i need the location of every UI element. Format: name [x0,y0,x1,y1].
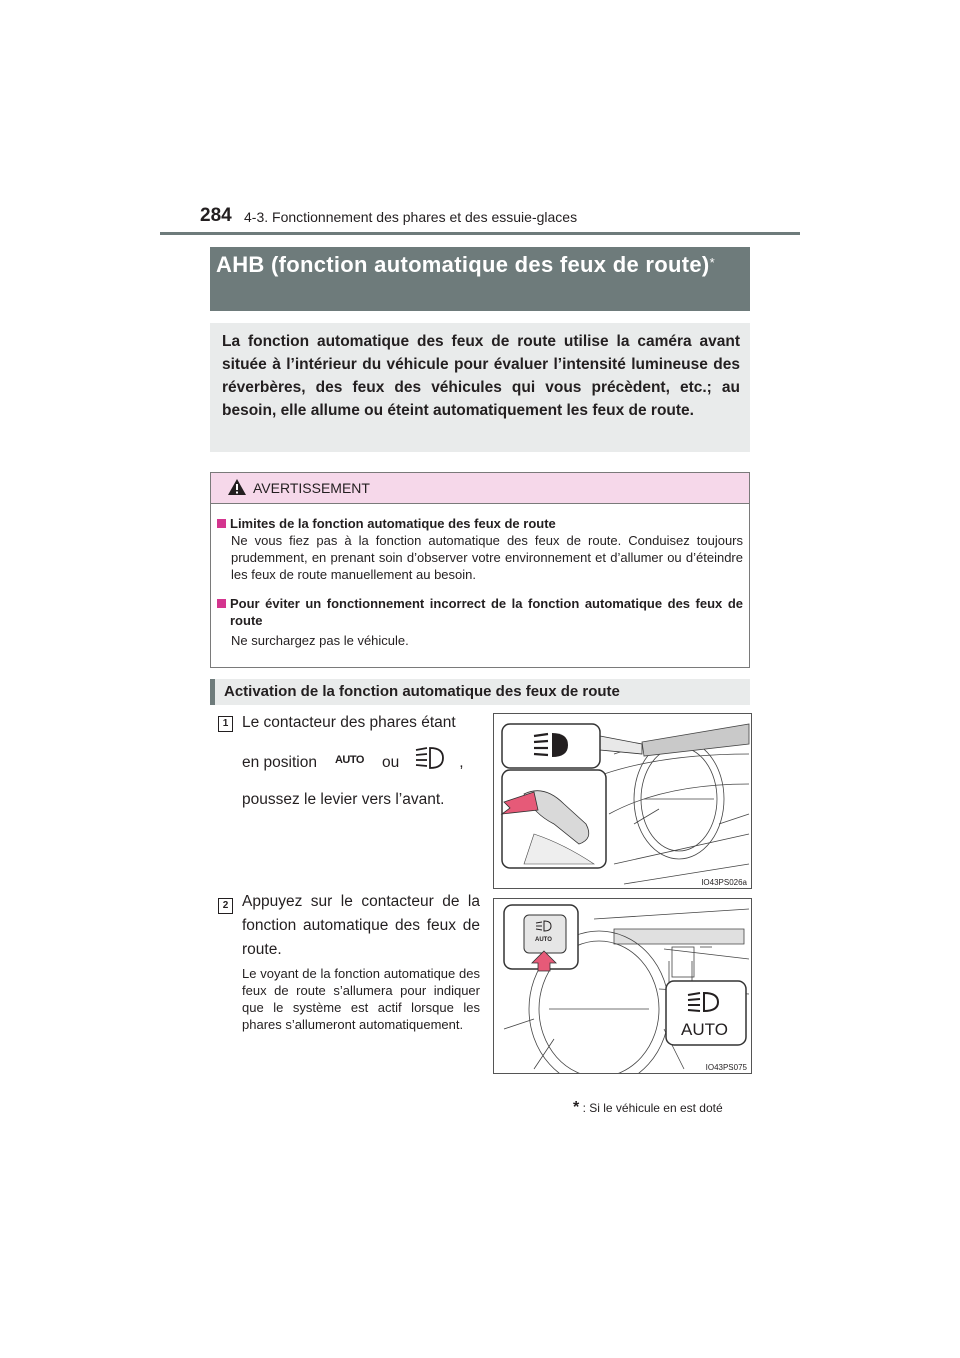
step-2-badge: 2 [218,898,233,914]
step-1-text [242,710,480,813]
warning-triangle-icon [227,478,247,501]
figure-code: IO43PS026a [701,878,747,887]
warning-item-heading: Limites de la fonction automatique des feux de route [230,516,556,531]
warning-item-heading: Pour éviter un fonctionnement incorrect de la fonction automatique des feux de route [230,596,743,628]
section-title: 4-3. Fonctionnement des phares et des essuie-glaces [244,209,578,225]
lever-illustration [494,714,751,888]
figure-lever [493,713,752,889]
bullet-square-icon [217,519,226,528]
warning-item-2 [217,595,743,649]
step-1-line-3: poussez le levier vers l’avant. [242,791,445,808]
intro-panel: La fonction automatique des feux de route utilise la caméra avant située à l’intérieur du véhicule pour évaluer l’intensité lumineuse des réverbères, des feux des véhicules qui vous précèdent, etc.; au besoin, elle allume ou éteint automatiquement les feux de route. [210,323,750,452]
auto-symbol: AUTO [334,753,364,766]
footnote [573,1099,723,1117]
high-beam-icon [415,746,445,779]
figure-switch [493,898,752,1074]
header-rule [160,232,800,235]
step-1-or: ou [381,753,400,771]
switch-auto-label: AUTO [535,937,552,943]
page-number: 284 [200,205,232,226]
warning-item-body: Ne vous fiez pas à la fonction automatique des feux de route. Conduisez toujours prudemment, en prenant soin d’observer votre environnement et d’allumer ou d’éteindre les feux de route manuellement au besoin. [231,533,743,582]
step-2-note: Le voyant de la fonction automatique des feux de route s’allumera pour indiquer que le système est actif lorsque les phares s’allumeront automatiquement. [242,966,480,1032]
footnote-text: : Si le véhicule en est doté [582,1101,723,1115]
title-asterisk: * [709,255,715,270]
figure-code: IO43PS075 [705,1063,747,1072]
indicator-auto-label: AUTO [681,1020,728,1039]
bullet-square-icon [217,599,226,608]
step-1-line-1: Le contacteur des phares étant [242,714,456,731]
switch-illustration [494,899,751,1073]
step-1-prefix: en position [242,753,317,771]
warning-header [211,473,749,504]
step-1-line-2 [242,746,480,779]
step-1-comma: , [459,753,464,771]
page-title [210,247,750,311]
page-title-text: AHB (fonction automatique des feux de route) [216,252,710,277]
warning-item-body: Ne surchargez pas le véhicule. [231,633,409,648]
warning-box [210,472,750,668]
step-2-text: Appuyez sur le contacteur de la fonction automatique des feux de route. [242,893,480,958]
activation-title: Activation de la fonction automatique des feux de route [224,683,620,700]
warning-label: AVERTISSEMENT [253,480,370,496]
callout-box-high-beam [502,724,600,768]
footnote-asterisk: * [573,1099,580,1116]
heading-accent [210,679,215,705]
activation-heading [210,679,750,705]
step-1-badge: 1 [218,716,233,732]
warning-item-1 [217,515,743,583]
